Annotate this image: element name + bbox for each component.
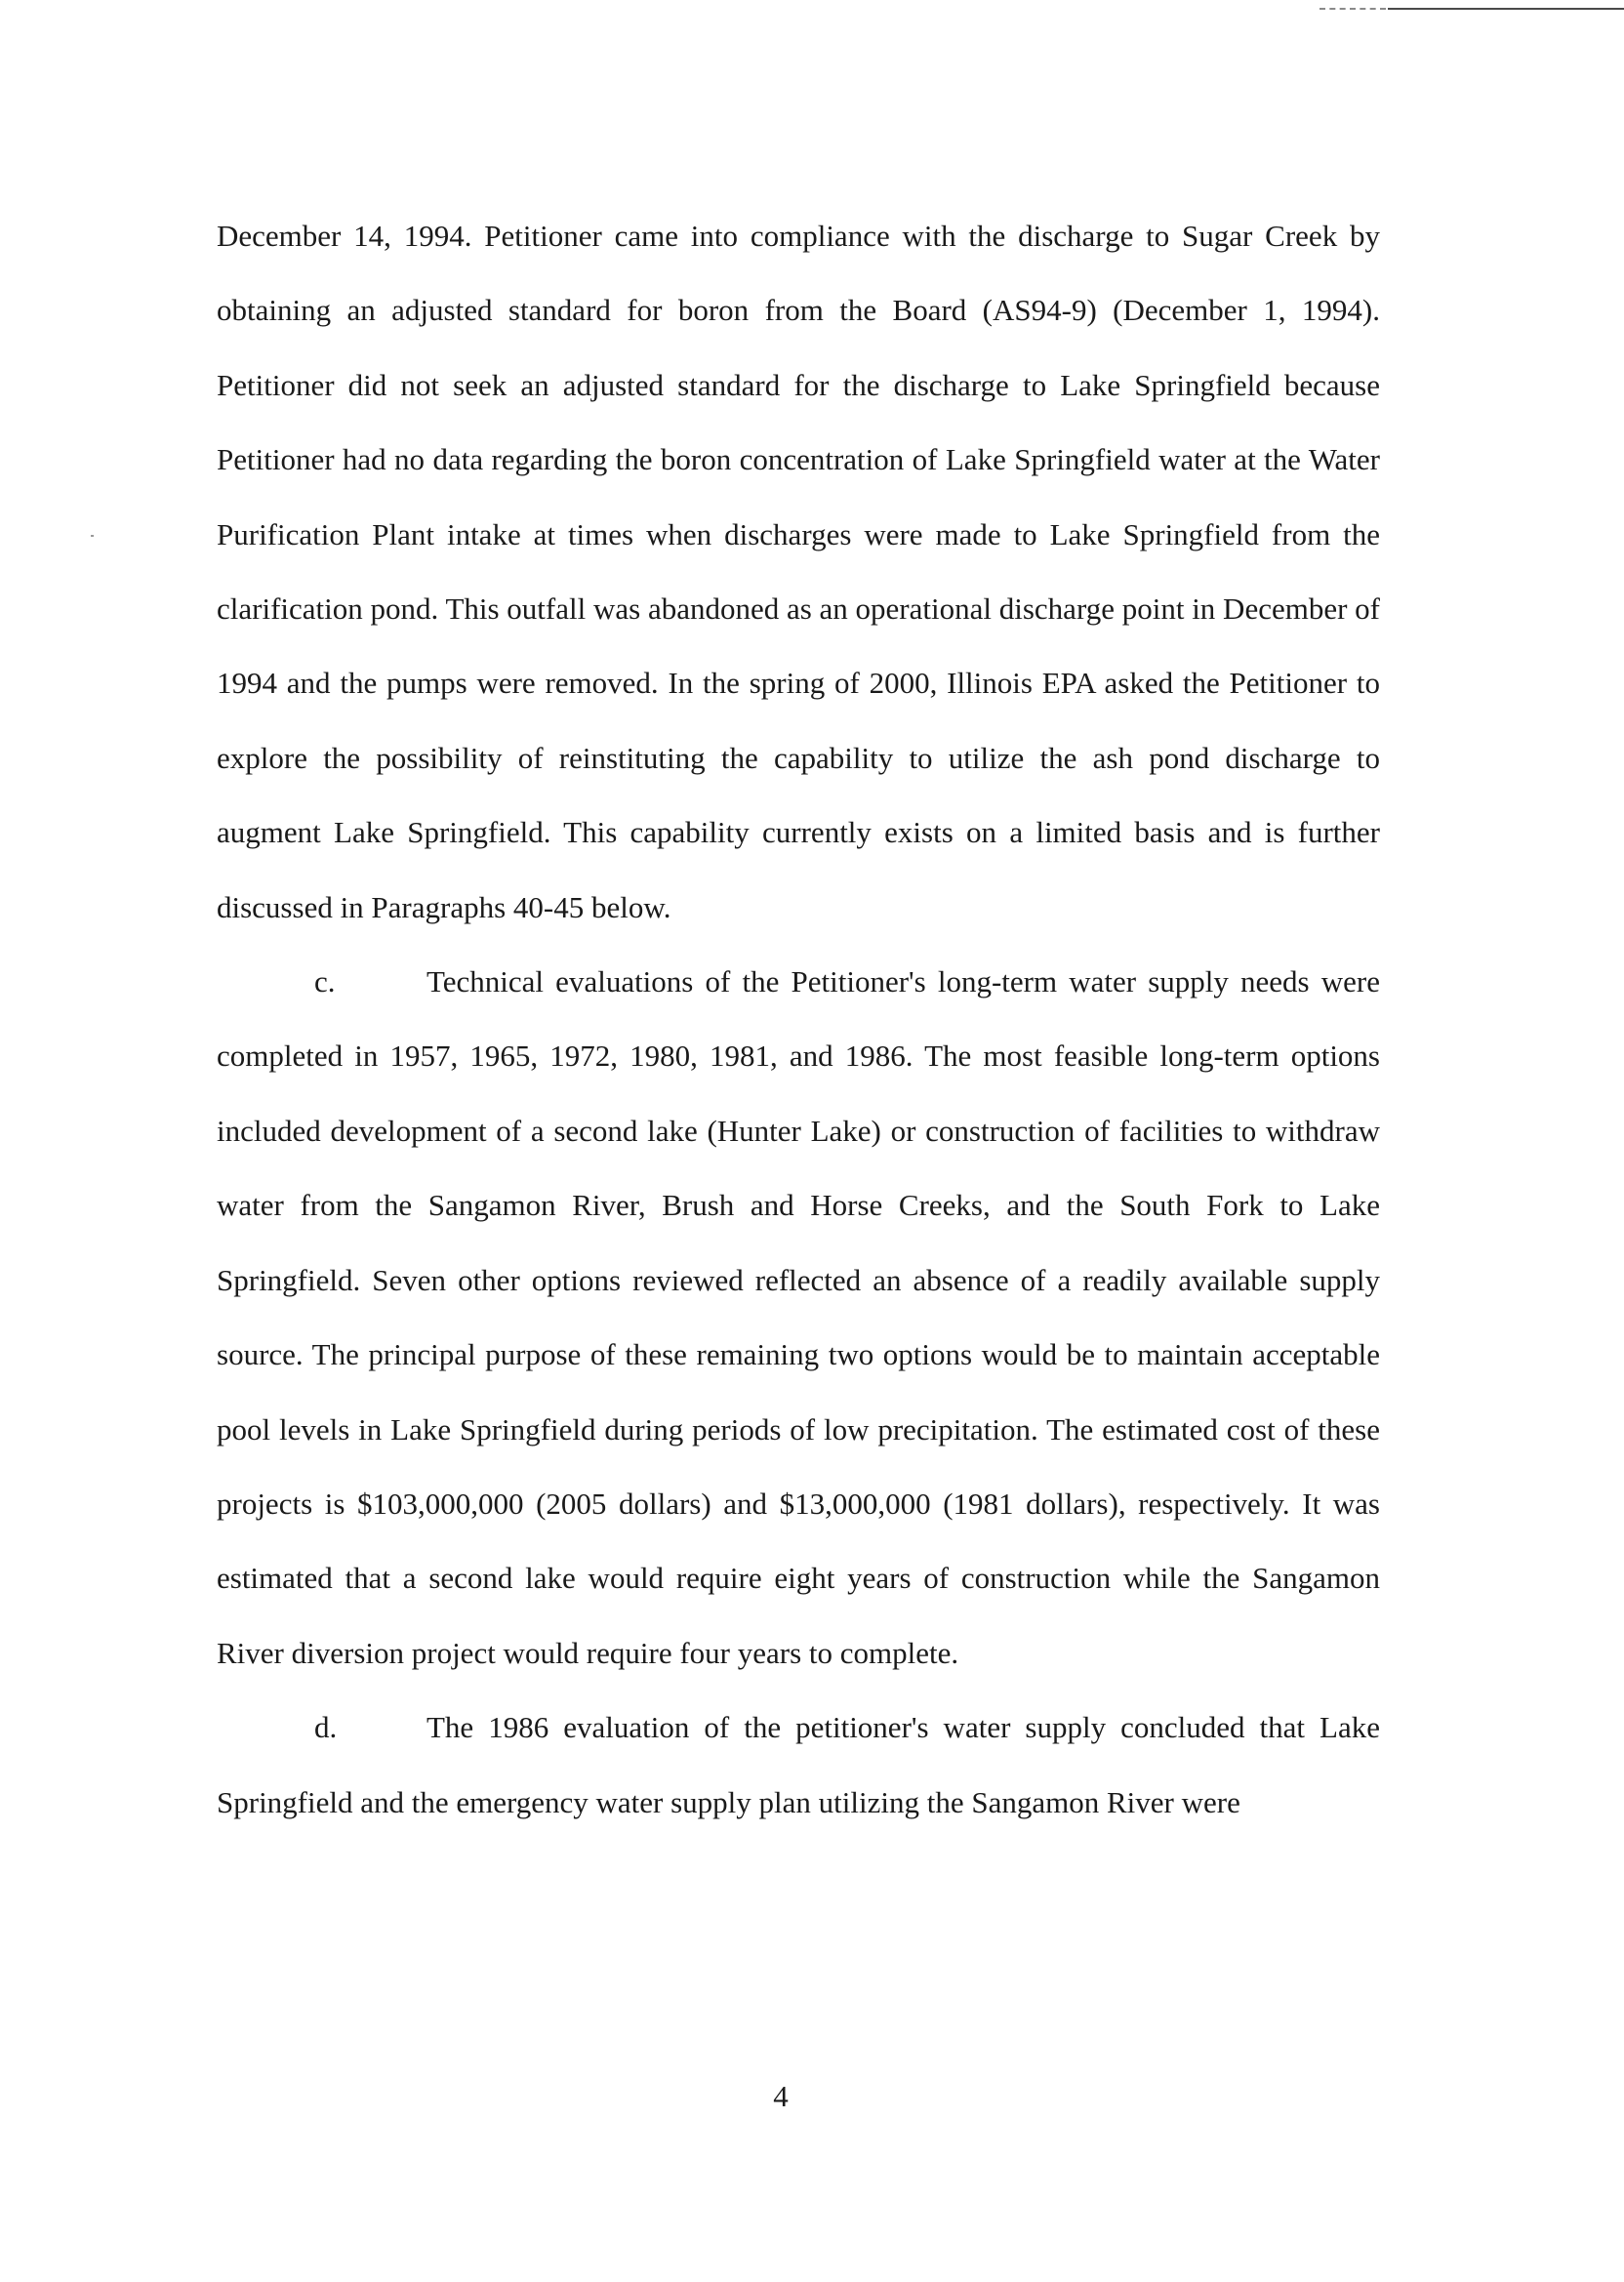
paragraph-continuation: December 14, 1994. Petitioner came into compliance with the discharge to Sugar Creek by obtaining an adjusted standard for boron from the Board (AS94-9) (December 1, 1994). Petitioner did not seek an adjusted standard for the discharge to Lake Springfield because Petitioner had no data regarding the boron concentration of Lake Springfield water at the Water Purification Plant intake at times when discharges were made to Lake Springfield from the clarification pond. This outfall was abandoned as an operational discharge point in December of 1994 and the pumps were removed. In the spring of 2000, Illinois EPA asked the Petitioner to explore the possibility of reinstituting the capability to utilize the ash pond discharge to augment Lake Springfield. This capability currently exists on a limited basis and is further discussed in Paragraphs 40-45 below. — [217, 219, 1380, 924]
paragraph-c — [217, 945, 1380, 1691]
page-number: 4 — [773, 2079, 789, 2113]
scan-artifact-line — [1388, 8, 1624, 10]
paragraph-d — [217, 1691, 1380, 1840]
paragraph-d-text: The 1986 evaluation of the petitioner's water supply concluded that Lake Springfield and the emergency water supply plan utilizing the Sangamon River were — [217, 1710, 1380, 1819]
body-text — [217, 199, 1380, 1840]
paragraph-c-marker: c. — [314, 964, 336, 999]
scan-artifact-dashed-line — [1320, 8, 1386, 10]
scan-artifact-speck — [91, 535, 94, 537]
paragraph-c-text: Technical evaluations of the Petitioner's long-term water supply needs were completed in 1957, 1965, 1972, 1980, 1981, and 1986. The most feasible long-term options included development of a second lake (Hunter Lake) or construction of facilities to withdraw water from the Sangamon River, Brush and Horse Creeks, and the South Fork to Lake Springfield. Seven other options reviewed reflected an absence of a readily available supply source. The principal purpose of these remaining two options would be to maintain acceptable pool levels in Lake Springfield during periods of low precipitation. The estimated cost of these projects is $103,000,000 (2005 dollars) and $13,000,000 (1981 dollars), respectively. It was estimated that a second lake would require eight years of construction while the Sangamon River diversion project would require four years to complete. — [217, 964, 1380, 1670]
paragraph-d-marker: d. — [314, 1710, 338, 1745]
